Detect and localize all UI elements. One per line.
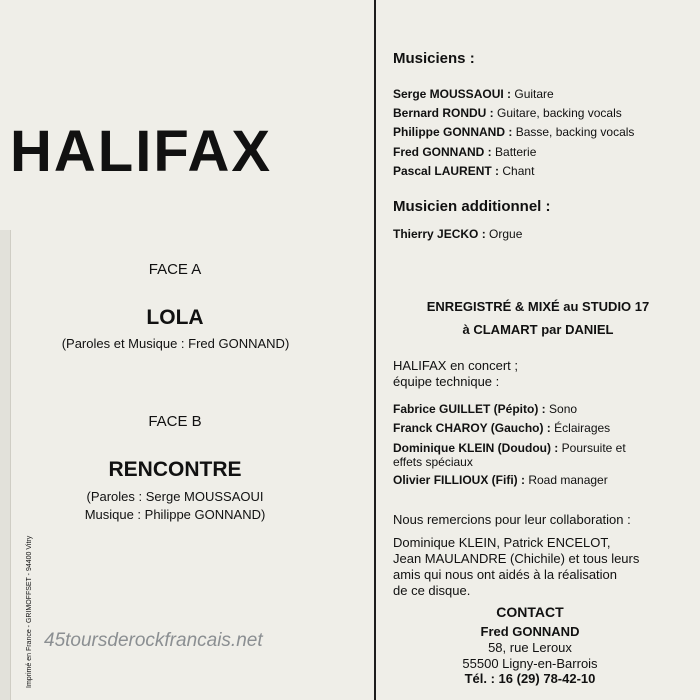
- crew-name: Fabrice GUILLET (Pépito) :: [393, 402, 546, 416]
- face-b-label: FACE B: [148, 413, 202, 430]
- musician-row: [393, 106, 622, 120]
- musician-role: Guitare: [514, 87, 554, 101]
- crew-row: [393, 402, 577, 416]
- crew-role: Road manager: [528, 473, 608, 487]
- contact-street: 58, rue Leroux: [488, 640, 572, 655]
- musician-row: [393, 145, 536, 159]
- contact-name: Fred GONNAND: [480, 624, 580, 639]
- contact-phone: Tél. : 16 (29) 78-42-10: [464, 671, 596, 686]
- additional-heading: Musicien additionnel :: [393, 198, 551, 215]
- crew-row-continued: effets spéciaux: [393, 455, 473, 469]
- musician-name: Bernard RONDU :: [393, 106, 494, 120]
- concert-line-1: HALIFAX en concert ;: [393, 358, 519, 373]
- band-title: HALIFAX: [10, 119, 273, 184]
- song-b-credit-lyrics: (Paroles : Serge MOUSSAOUI: [86, 489, 264, 504]
- crew-role: Éclairages: [554, 421, 611, 435]
- musicians-heading: Musiciens :: [393, 50, 475, 67]
- studio-line-2: à CLAMART par DANIEL: [462, 322, 614, 337]
- musician-name: Fred GONNAND :: [393, 145, 492, 159]
- thanks-line: Jean MAULANDRE (Chichile) et tous leurs: [393, 551, 640, 566]
- additional-name: Thierry JECKO :: [393, 227, 486, 241]
- musician-name: Pascal LAURENT :: [393, 164, 500, 178]
- thanks-line: de ce disque.: [393, 583, 471, 598]
- song-a-title: LOLA: [146, 306, 204, 329]
- center-divider: [374, 0, 376, 700]
- crew-role: Poursuite et: [561, 441, 626, 455]
- song-b-title: RENCONTRE: [108, 458, 242, 481]
- crew-row: [393, 421, 610, 435]
- thanks-line: Dominique KLEIN, Patrick ENCELOT,: [393, 535, 611, 550]
- crew-name: Dominique KLEIN (Doudou) :: [393, 441, 559, 455]
- crew-row: [393, 473, 608, 487]
- musician-name: Serge MOUSSAOUI :: [393, 87, 512, 101]
- contact-city: 55500 Ligny-en-Barrois: [462, 656, 598, 671]
- contact-heading: CONTACT: [496, 604, 564, 620]
- thanks-intro: Nous remercions pour leur collaboration :: [393, 512, 631, 527]
- musician-row: [393, 164, 534, 178]
- crew-row: [393, 441, 626, 455]
- musician-name: Philippe GONNAND :: [393, 125, 513, 139]
- crew-name: Olivier FILLIOUX (Fifi) :: [393, 473, 525, 487]
- musician-role: Guitare, backing vocals: [497, 106, 622, 120]
- musician-role: Basse, backing vocals: [515, 125, 635, 139]
- printer-credit: Imprimé en France - GRIMOFFSET - 94400 Vitry: [26, 535, 33, 688]
- sleeve-fold-edge: [0, 230, 11, 700]
- additional-role: Orgue: [489, 227, 523, 241]
- additional-musician-row: [393, 227, 522, 241]
- crew-role: Sono: [549, 402, 578, 416]
- studio-line-1: ENREGISTRÉ & MIXÉ au STUDIO 17: [426, 299, 650, 314]
- musician-role: Batterie: [495, 145, 537, 159]
- song-a-credit: (Paroles et Musique : Fred GONNAND): [61, 336, 290, 351]
- song-b-credit-music: Musique : Philippe GONNAND): [84, 507, 266, 522]
- concert-line-2: équipe technique :: [393, 374, 500, 389]
- musician-row: [393, 87, 554, 101]
- face-a-label: FACE A: [148, 261, 202, 278]
- musician-row: [393, 125, 634, 139]
- musician-role: Chant: [502, 164, 535, 178]
- thanks-line: amis qui nous ont aidés à la réalisation: [393, 567, 618, 582]
- crew-name: Franck CHAROY (Gaucho) :: [393, 421, 551, 435]
- watermark: 45toursderockfrancais.net: [44, 630, 263, 651]
